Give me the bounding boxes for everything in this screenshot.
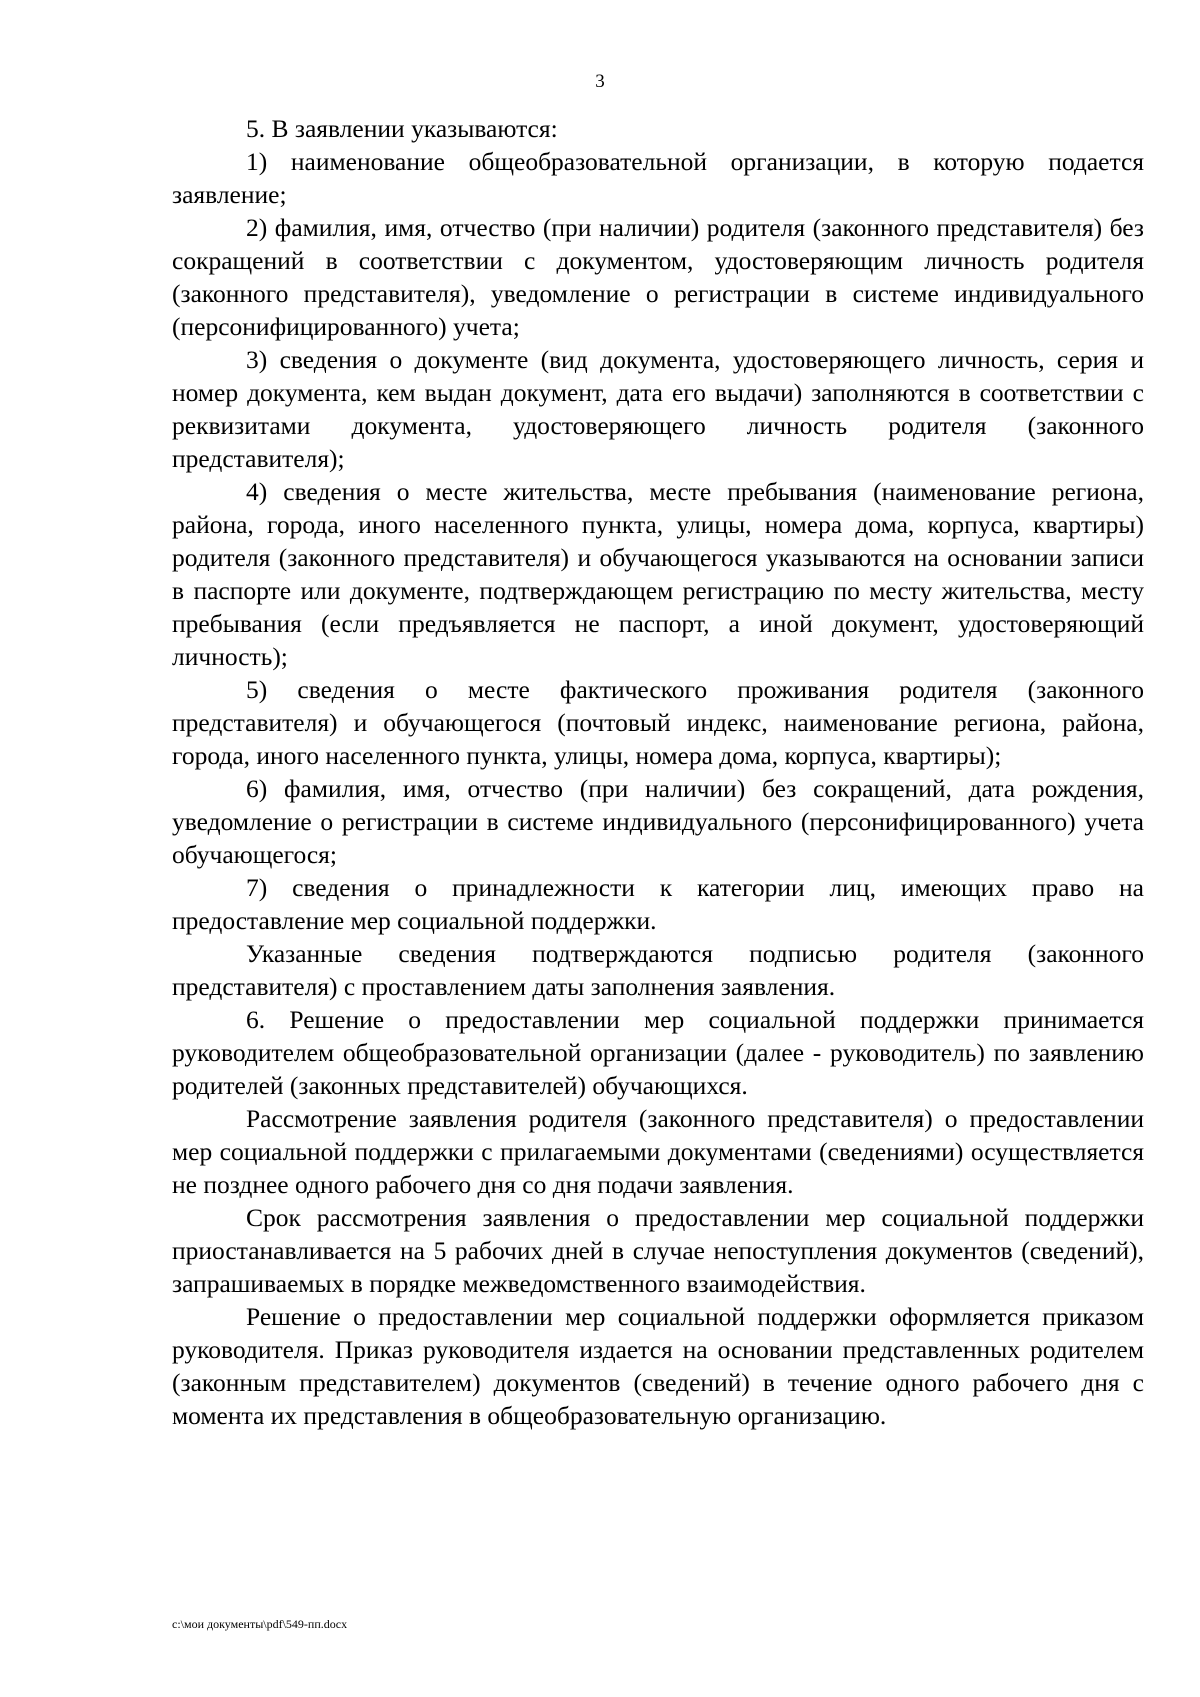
paragraph: 4) сведения о месте жительства, месте пребывания (наименование региона, района, города, иного населенного пункта, улицы, номера дома, корпуса, квартиры) родителя (законного представителя) и обучающегося указываются на основании записи в паспорте или документе, подтверждающем регистрацию по месту жительства, месту пребывания (если предъявляется не паспорт, а иной документ, удостоверяющий личность); xyxy=(172,477,1144,671)
paragraph: 5) сведения о месте фактического проживания родителя (законного представителя) и обучающегося (почтовый индекс, наименование региона, района, города, иного населенного пункта, улицы, номера дома, корпуса, квартиры); xyxy=(172,675,1144,770)
document-body xyxy=(172,112,1144,1432)
paragraph: Срок рассмотрения заявления о предоставлении мер социальной поддержки приостанавливается на 5 рабочих дней в случае непоступления документов (сведений), запрашиваемых в порядке межведомственного взаимодействия. xyxy=(172,1203,1144,1298)
paragraph: 1) наименование общеобразовательной организации, в которую подается заявление; xyxy=(172,147,1144,209)
paragraph: 6) фамилия, имя, отчество (при наличии) без сокращений, дата рождения, уведомление о регистрации в системе индивидуального (персонифицированного) учета обучающегося; xyxy=(172,774,1144,869)
paragraph: Рассмотрение заявления родителя (законного представителя) о предоставлении мер социальной поддержки с прилагаемыми документами (сведениями) осуществляется не позднее одного рабочего дня со дня подачи заявления. xyxy=(172,1104,1144,1199)
paragraph: 2) фамилия, имя, отчество (при наличии) родителя (законного представителя) без сокращений в соответствии с документом, удостоверяющим личность родителя (законного представителя), уведомление о регистрации в системе индивидуального (персонифицированного) учета; xyxy=(172,213,1144,341)
page-number: 3 xyxy=(595,71,605,92)
paragraph: 3) сведения о документе (вид документа, удостоверяющего личность, серия и номер документа, кем выдан документ, дата его выдачи) заполняются в соответствии с реквизитами документа, удостоверяющего личность родителя (законного представителя); xyxy=(172,345,1144,473)
paragraph: 6. Решение о предоставлении мер социальной поддержки принимается руководителем общеобразовательной организации (далее - руководитель) по заявлению родителей (законных представителей) обучающихся. xyxy=(172,1005,1144,1100)
paragraph: 5. В заявлении указываются: xyxy=(246,114,558,143)
paragraph: Решение о предоставлении мер социальной поддержки оформляется приказом руководителя. Приказ руководителя издается на основании представленных родителем (законным представителем) документов (сведений) в течение одного рабочего дня с момента их представления в общеобразовательную организацию. xyxy=(172,1302,1144,1430)
paragraph: 7) сведения о принадлежности к категории лиц, имеющих право на предоставление мер социальной поддержки. xyxy=(172,873,1144,935)
paragraph: Указанные сведения подтверждаются подписью родителя (законного представителя) с проставлением даты заполнения заявления. xyxy=(172,939,1144,1001)
footer-file-path: c:\мои документы\pdf\549-пп.docx xyxy=(172,1617,348,1631)
